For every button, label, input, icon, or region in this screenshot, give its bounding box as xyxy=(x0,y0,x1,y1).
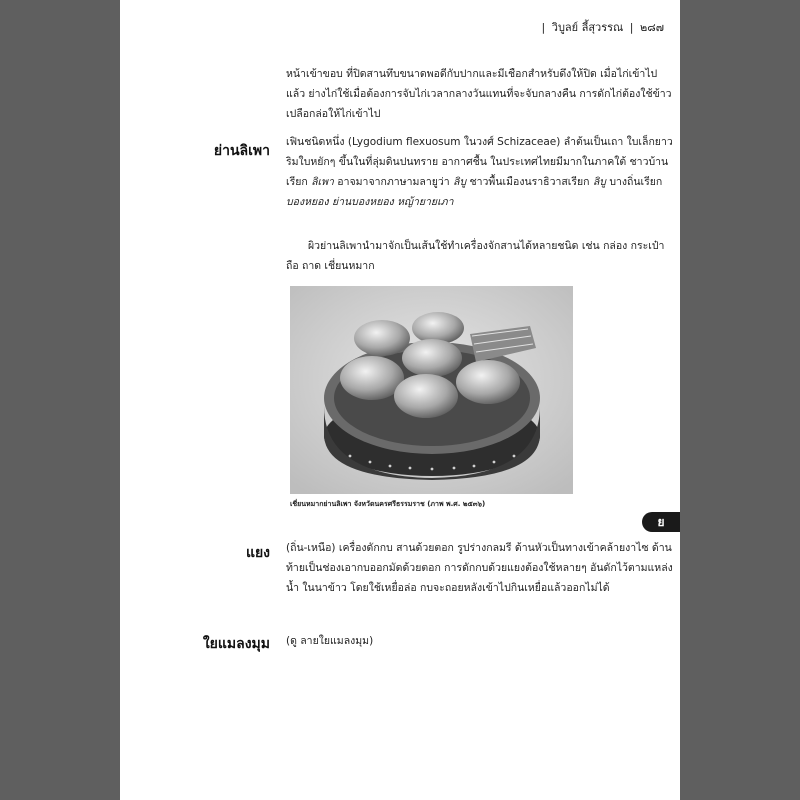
term-yaeng: แยง xyxy=(245,545,270,561)
term-yan-lipao: ย่านลิเพา xyxy=(213,143,270,159)
section-tab-letter: ย xyxy=(657,514,665,529)
betel-box-illustration xyxy=(290,286,573,494)
yan-lipao-usage: ผิวย่านลิเพานำมาจักเป็นเส้นใช้ทำเครื่องจักสานได้หลายชนิด เช่น กล่อง กระเป๋าถือ ถาด เชี่ยนหมาก xyxy=(286,240,665,272)
section-tab xyxy=(642,512,680,532)
def-italic-term: ลิบู xyxy=(453,176,467,188)
betel-box-photo xyxy=(290,286,573,494)
def-text: เฟินชนิดหนึ่ง (Lygodium flexuosum ในวงศ์ Schizaceae) ลำต้นเป็นเถา ใบเล็กยาว ริมใบหยักๆ ขึ้นในที่ลุ่มดินปนทราย อากาศชื้น ในประเทศไทยมีมากในภาคใต้ ชาวบ้านเรียก xyxy=(286,136,673,188)
yaeng-definition: (ถิ่น-เหนือ) เครื่องดักกบ สานด้วยตอก รูปร่างกลมรี ด้านหัวเป็นทางเข้าคล้ายงาไซ ด้านท้ายเป็นช่องเอากบออกมัดด้วยตอก การดักกบด้วยแยงต้องใช้หลายๆ อันดักไว้ตามแหล่งน้ำ ในนาข้าว โดยใช้เหยื่อล่อ กบจะถอยหลังเข้าไปกินเหยื่อแล้วออกไม่ได้ xyxy=(286,542,673,594)
continued-entry-text: หน้าเข้าขอบ ที่ปิดสานทึบขนาดพอดีกับปากและมีเชือกสำหรับดึงให้ปิด เมื่อไก่เข้าไปแล้ว ย่างไก่ใช้เมื่อต้องการจับไก่เวลากลางวันแทนที่จะจับกลางคืน การดักไก่ต้องใช้ข้าวเปลือกล่อให้ไก่เข้าไป xyxy=(286,68,672,120)
def-text: บางถิ่นเรียก xyxy=(609,176,663,188)
def-text: ชาวพื้นเมืองนราธิวาสเรียก xyxy=(469,176,590,188)
term-yai-malaeng-mum: ใยแมลงมุม xyxy=(202,636,270,652)
header-divider: | xyxy=(629,21,634,34)
def-italic-term: ลิบู xyxy=(592,176,606,188)
yai-malaeng-mum-reference: (ดู ลายใยแมลงมุม) xyxy=(286,635,374,647)
header-author: วิบูลย์ ลี้สุวรรณ xyxy=(551,21,624,34)
def-text: อาจมาจากภาษามลายูว่า xyxy=(337,176,450,188)
def-italic-term: บองหยอง ย่านบองหยอง หญ้ายายเภา xyxy=(286,196,454,208)
header-divider: | xyxy=(541,21,546,34)
def-italic-term: ลิเพา xyxy=(311,176,334,188)
yan-lipao-definition xyxy=(286,132,674,212)
book-page xyxy=(120,0,680,800)
photo-caption: เชี่ยนหมากย่านลิเพา จังหวัดนครศรีธรรมราช (ภาพ พ.ศ. ๒๕๓๖) xyxy=(290,500,486,508)
header-page-number: ๒๘๗ xyxy=(639,21,664,34)
running-header xyxy=(539,18,664,36)
